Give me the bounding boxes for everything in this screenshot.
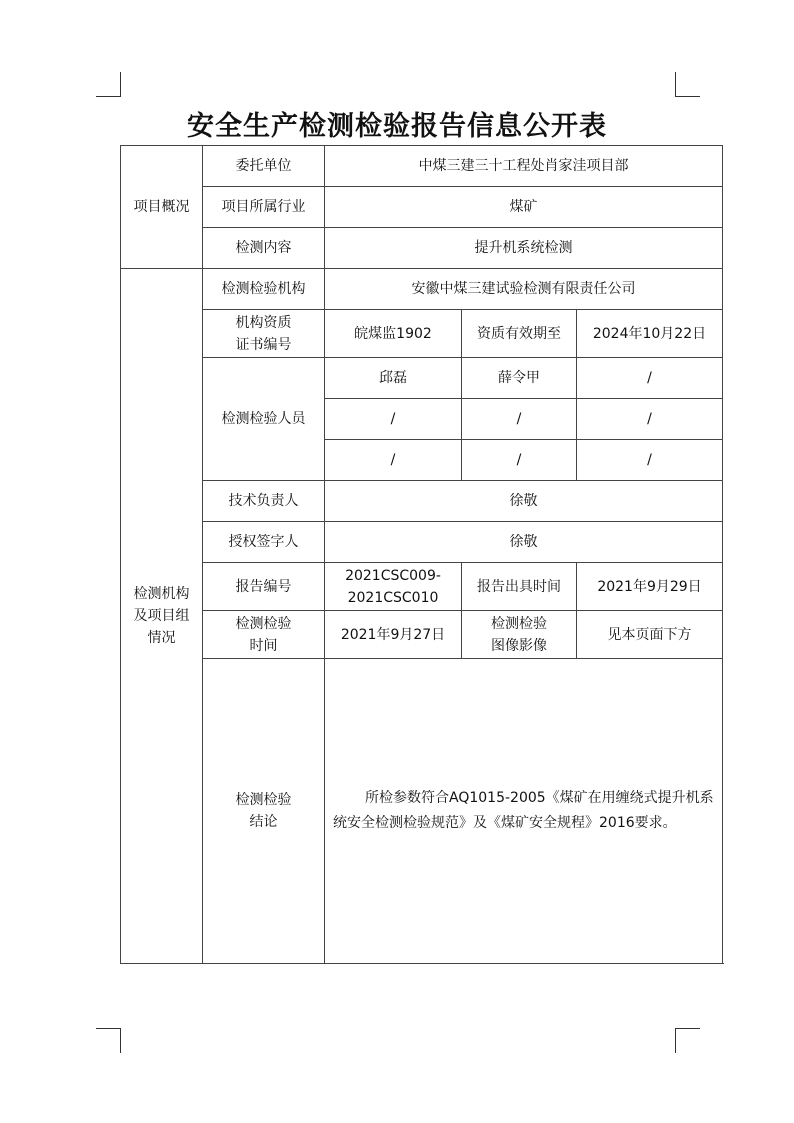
personnel-cell: / — [325, 440, 462, 481]
org-value: 安徽中煤三建试验检测有限责任公司 — [325, 269, 723, 310]
industry-value: 煤矿 — [325, 187, 723, 228]
signatory-label: 授权签字人 — [203, 522, 325, 563]
section-project-overview: 项目概况 — [121, 146, 203, 269]
validity-label: 资质有效期至 — [462, 310, 577, 358]
page-title: 安全生产检测检验报告信息公开表 — [187, 111, 607, 142]
personnel-cell: / — [462, 440, 577, 481]
signatory-value: 徐敬 — [325, 522, 723, 563]
tech-lead-label: 技术负责人 — [203, 481, 325, 522]
test-time-label: 检测检验 时间 — [203, 611, 325, 659]
image-label: 检测检验 图像影像 — [462, 611, 577, 659]
content-value: 提升机系统检测 — [325, 228, 723, 269]
conclusion-text: 所检参数符合AQ1015-2005《煤矿在用缠绕式提升机系统安全检测检验规范》及《煤矿安全规程》2016要求。 — [333, 790, 714, 831]
personnel-cell: / — [577, 358, 723, 399]
report-no-value: 2021CSC009- 2021CSC010 — [325, 563, 462, 611]
industry-label: 项目所属行业 — [203, 187, 325, 228]
validity-value: 2024年10月22日 — [577, 310, 723, 358]
issue-time-label: 报告出具时间 — [462, 563, 577, 611]
section-institution: 检测机构 及项目组 情况 — [121, 269, 203, 964]
client-label: 委托单位 — [203, 146, 325, 187]
cert-label: 机构资质 证书编号 — [203, 310, 325, 358]
client-value: 中煤三建三十工程处肖家洼项目部 — [325, 146, 723, 187]
personnel-label: 检测检验人员 — [203, 358, 325, 481]
conclusion-cell — [325, 659, 723, 964]
personnel-cell: / — [577, 399, 723, 440]
report-no-label: 报告编号 — [203, 563, 325, 611]
issue-time-value: 2021年9月29日 — [577, 563, 723, 611]
personnel-cell: / — [577, 440, 723, 481]
personnel-cell: / — [462, 399, 577, 440]
report-table — [120, 145, 723, 964]
personnel-cell: 薛令甲 — [462, 358, 577, 399]
content-label: 检测内容 — [203, 228, 325, 269]
tech-lead-value: 徐敬 — [325, 481, 723, 522]
personnel-cell: 邱磊 — [325, 358, 462, 399]
section-conclusion: 检测检验 结论 — [203, 659, 325, 964]
crop-mark-bottom-right — [675, 1028, 700, 1053]
org-label: 检测检验机构 — [203, 269, 325, 310]
crop-mark-top-left — [96, 72, 121, 97]
test-time-value: 2021年9月27日 — [325, 611, 462, 659]
personnel-cell: / — [325, 399, 462, 440]
crop-mark-bottom-left — [96, 1028, 121, 1053]
crop-mark-top-right — [675, 72, 700, 97]
image-value: 见本页面下方 — [577, 611, 723, 659]
cert-value: 皖煤监1902 — [325, 310, 462, 358]
